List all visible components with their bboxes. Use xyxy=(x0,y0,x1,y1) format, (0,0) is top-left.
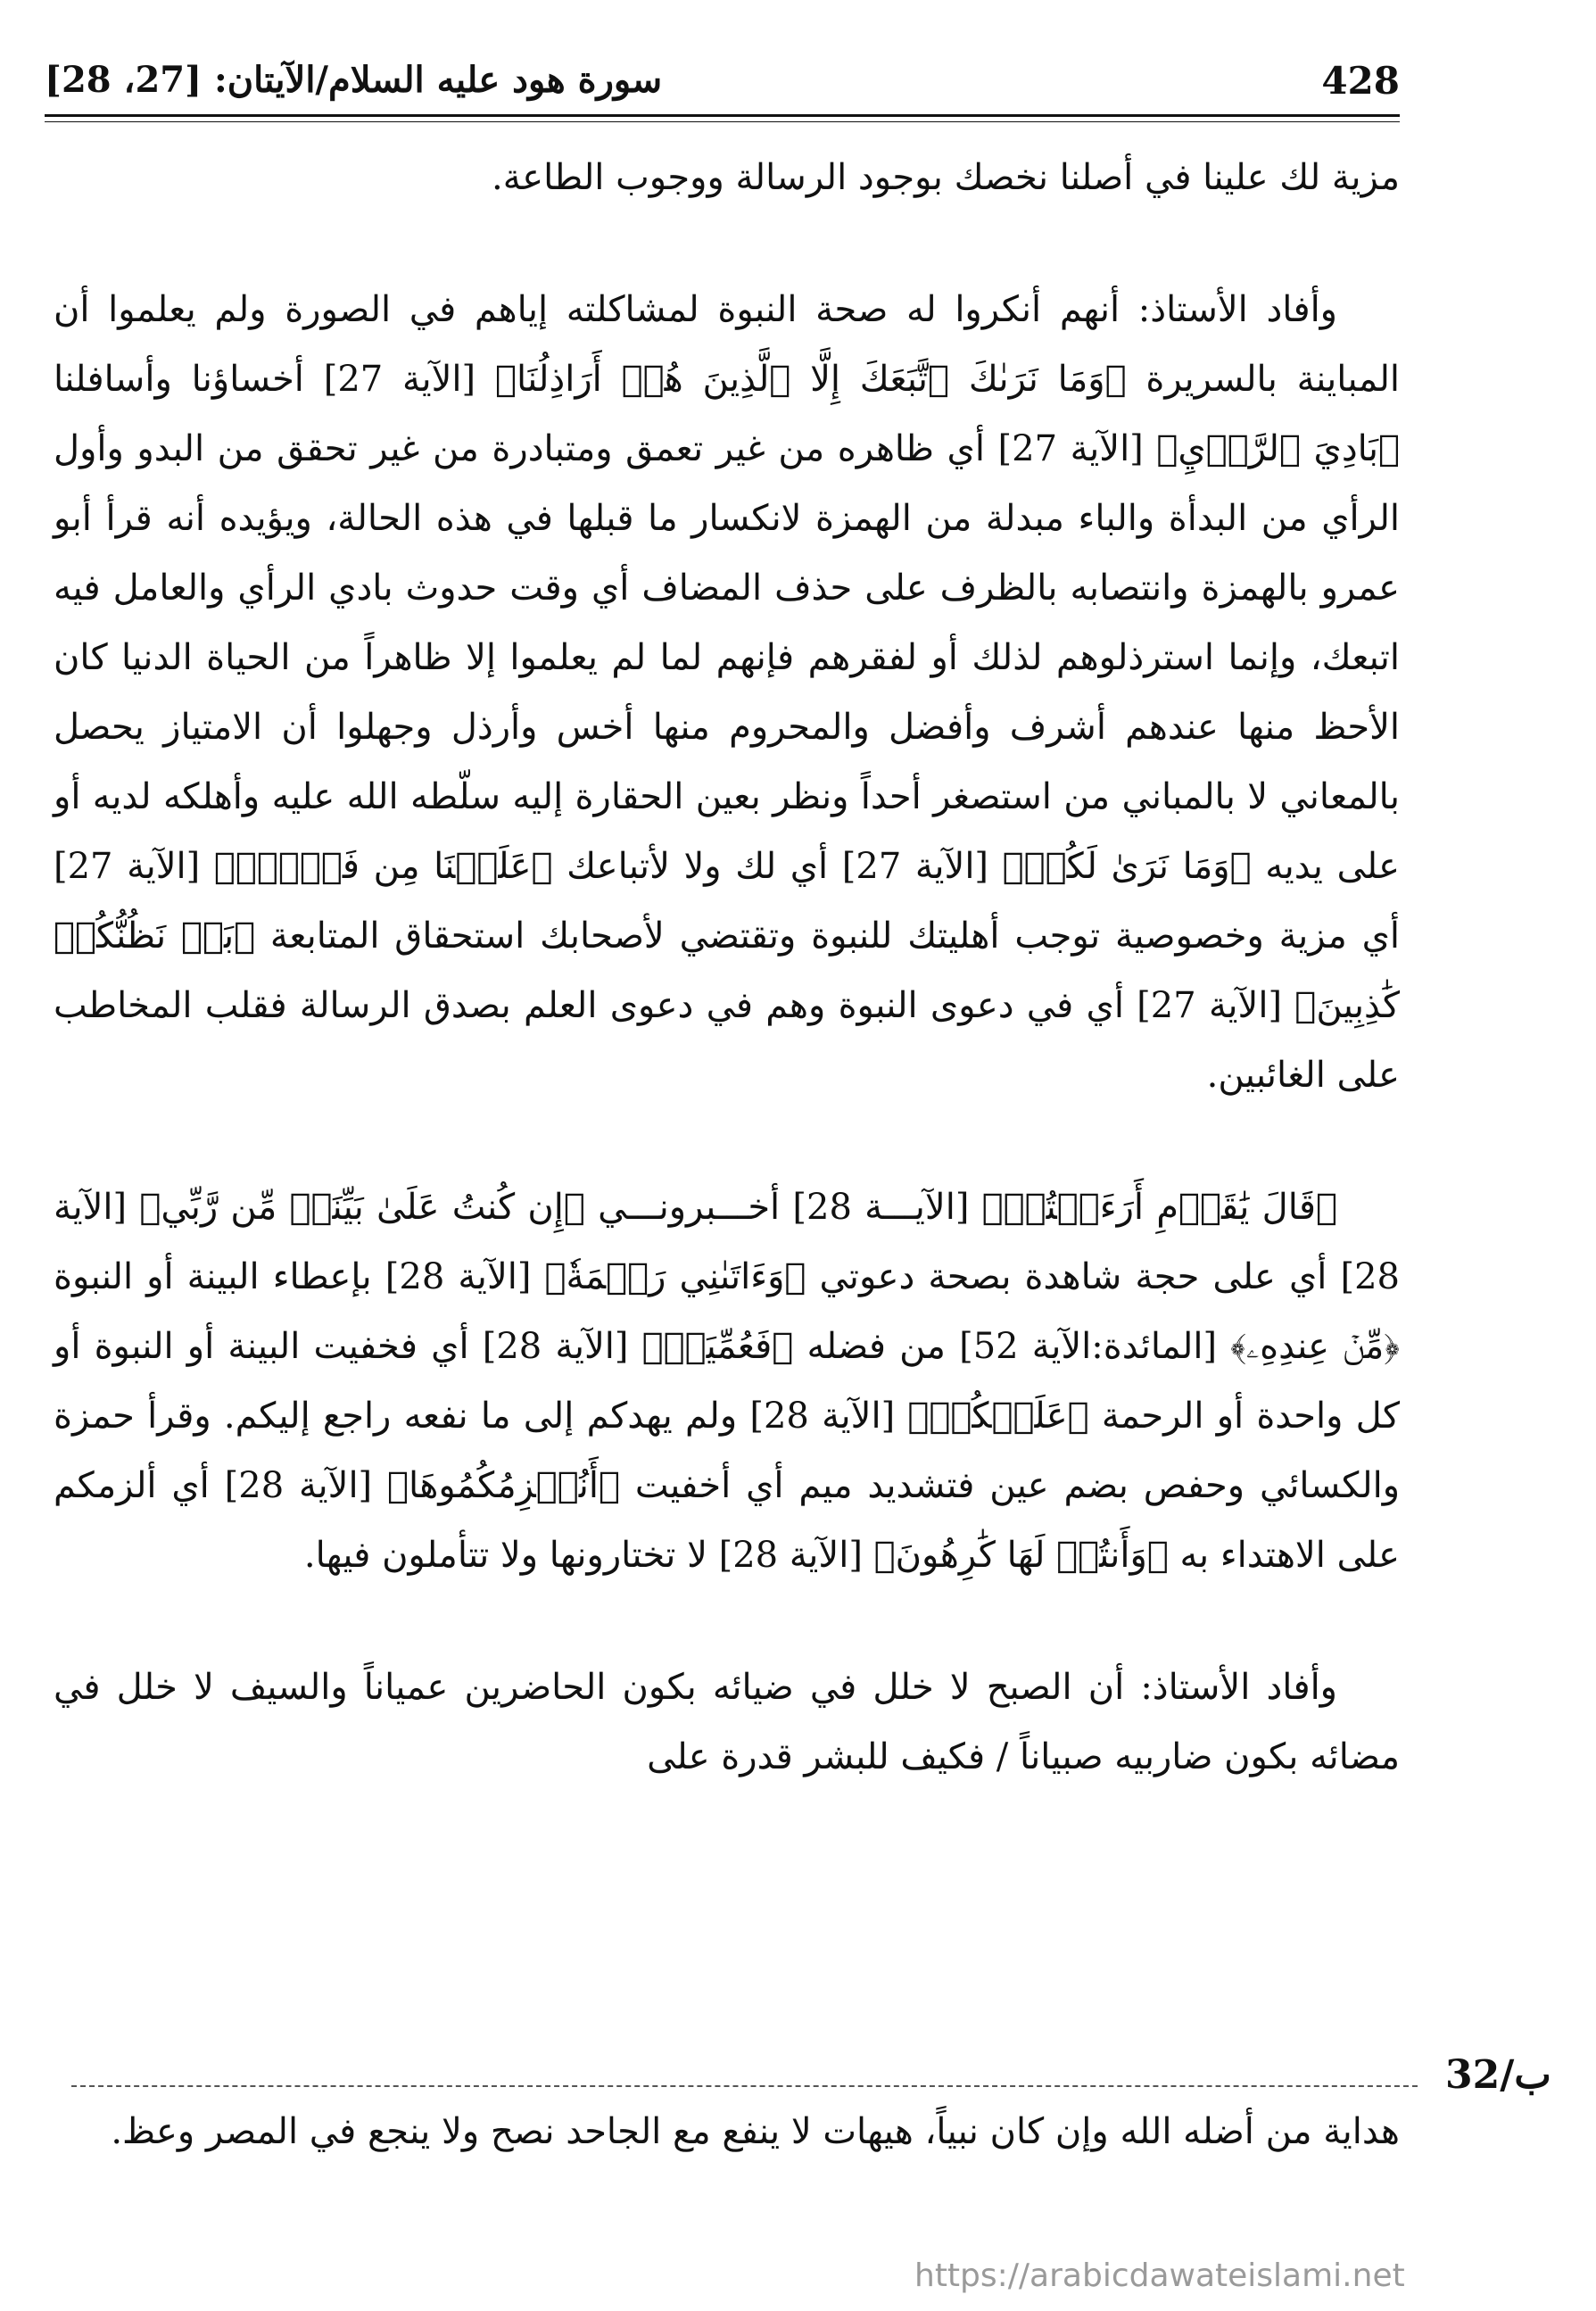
paragraph-commentary-28: ﴿قَالَ يَٰقَوۡمِ أَرَءَيۡتُمۡ﴾ [الآيـــة 28] أخـــبرونـــي ﴿إِن كُنتُ عَلَىٰ بَيِّنَةٖ مِّن رَّبِّي﴾ [الآية 28] أي على حجة شاهدة بصحة دعوتي ﴿وَءَاتَىٰنِي رَحۡمَةٗ﴾ [الآية 28] بإعطاء البينة أو النبوة ﴿مِّنۡ عِندِهِۦ﴾ [المائدة:الآية 52] من فضله ﴿فَعُمِّيَتۡ﴾ [الآية 28] أي فخفيت البينة أو النبوة أو كل واحدة أو الرحمة ﴿عَلَيۡكُمۡ﴾ [الآية 28] ولم يهدكم إلى ما نفعه راجع إليكم. وقرأ حمزة والكسائي وحفص بضم عين فتشديد ميم أي أخفيت ﴿أَنُلۡزِمُكُمُوهَا﴾ [الآية 28] أي ألزمكم على الاهتداء به ﴿وَأَنتُمۡ لَهَا كَٰرِهُونَ﴾ [الآية 28] لا تختارونها ولا تتأملون فيها. xyxy=(54,1187,1401,1576)
manuscript-folio-note: 32/ب xyxy=(1445,2052,1551,2098)
paragraph-ustadh: وأفاد الأستاذ: أن الصبح لا خلل في ضيائه بكون الحاضرين عمياناً والسيف لا خلل في مضائه بكون ضاربيه صبياناً / فكيف للبشر قدرة على xyxy=(54,1667,1400,1777)
main-text xyxy=(54,143,1400,1792)
running-title: سورة هود عليه السلام/الآيتان: [27، 28] xyxy=(45,59,663,101)
header-rule-thin xyxy=(45,121,1400,122)
header-rule xyxy=(45,114,1400,117)
footer-text: هداية من أضله الله وإن كان نبياً، هيهات لا ينفع مع الجاحد نصح ولا ينجع في المصر وعظ. xyxy=(111,2111,1400,2152)
paragraph-commentary-27: وأفاد الأستاذ: أنهم أنكروا له صحة النبوة لمشاكلته إياهم في الصورة ولم يعلموا أن المباينة بالسريرة ﴿وَمَا نَرَىٰكَ ٱتَّبَعَكَ إِلَّا ٱلَّذِينَ هُمۡ أَرَاذِلُنَا﴾ [الآية 27] أخساؤنا وأسافلنا ﴿بَادِيَ ٱلرَّأۡيِ﴾ [الآية 27] أي ظاهره من غير تعمق ومتبادرة من غير تحقق من البدو وأول الرأي من البدأة والباء مبدلة من الهمزة لانكسار ما قبلها في هذه الحالة، ويؤيده أنه قرأ أبو عمرو بالهمزة وانتصابه بالظرف على حذف المضاف أي وقت حدوث بادي الرأي والعامل فيه اتبعك، وإنما استرذلوهم لذلك أو لفقرهم فإنهم لما لم يعلموا إلا ظاهراً من الحياة الدنيا كان الأحظ منها عندهم أشرف وأفضل والمحروم منها أخس وأرذل وجهلوا أن الامتياز يحصل بالمعاني لا بالمباني من استصغر أحداً ونظر بعين الحقارة إليه سلّطه الله عليه وأهلكه لديه أو على يديه ﴿وَمَا نَرَىٰ لَكُمۡ﴾ [الآية 27] أي لك ولا لأتباعك ﴿عَلَيۡنَا مِن فَضۡلِۭ﴾ [الآية 27] أي مزية وخصوصية توجب أهليتك للنبوة وتقتضي لأصحابك استحقاق المتابعة ﴿بَلۡ نَظُنُّكُمۡ كَٰذِبِينَ﴾ [الآية 27] أي في دعوى النبوة وهم في دعوى العلم بصدق الرسالة فقلب المخاطب على الغائبين. xyxy=(54,289,1401,1096)
page-header xyxy=(45,52,1400,105)
footer-rule xyxy=(71,2085,1418,2087)
watermark-url: https://arabicdawateislami.net xyxy=(914,2257,1405,2294)
page-number: 428 xyxy=(1321,59,1400,103)
paragraph-continuation: مزية لك علينا في أصلنا نخصك بوجود الرسالة ووجوب الطاعة. xyxy=(492,157,1400,198)
